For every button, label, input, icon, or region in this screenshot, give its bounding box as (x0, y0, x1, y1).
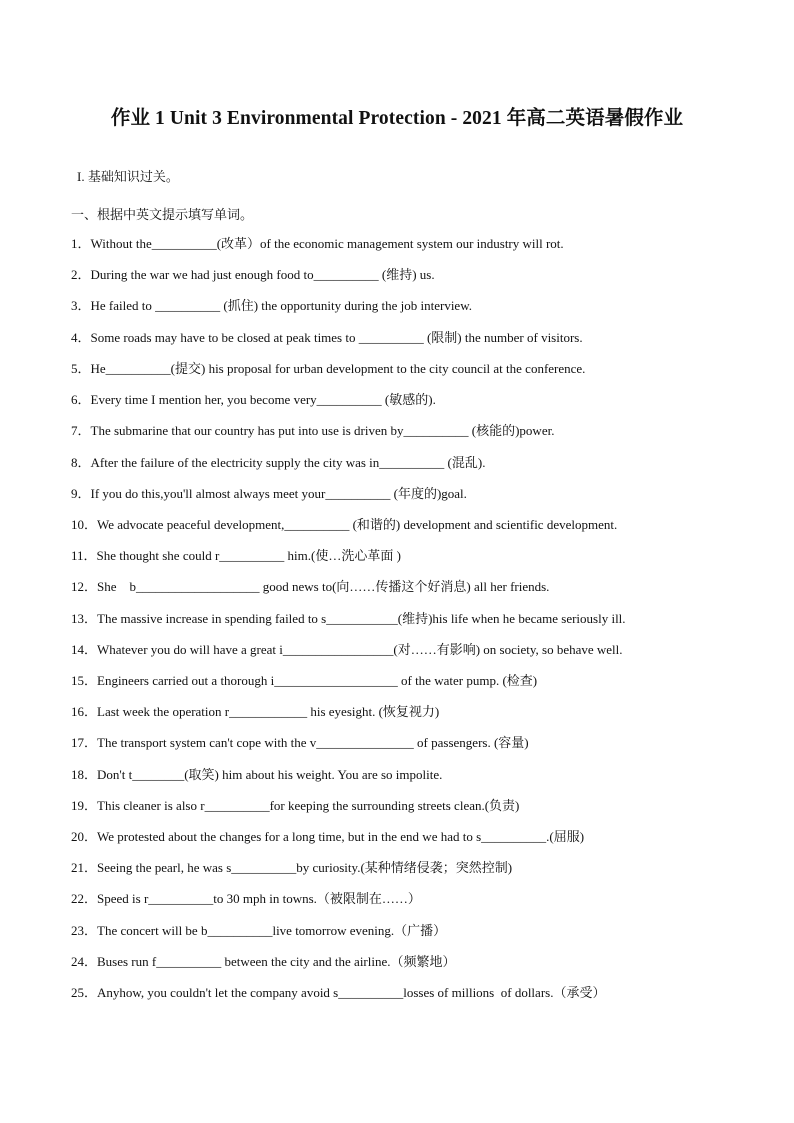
question-item: 22．Speed is r__________to 30 mph in towns.（被限制在……） (71, 891, 421, 906)
question-item: 5．He__________(提交) his proposal for urban development to the city council at the conference. (71, 361, 586, 376)
question-item: 1．Without the__________(改革）of the economic management system our industry will rot. (71, 236, 564, 251)
question-item: 2．During the war we had just enough food to__________ (维持) us. (71, 267, 435, 282)
section-heading: I. 基础知识过关。 (77, 169, 179, 184)
question-item: 17．The transport system can't cope with the v_______________ of passengers. (容量) (71, 735, 529, 750)
question-item: 18．Don't t________(取笑) him about his weight. You are so impolite. (71, 767, 443, 782)
question-item: 13．The massive increase in spending failed to s___________(维持)his life when he became seriously ill. (71, 611, 626, 626)
question-item: 16．Last week the operation r____________ his eyesight. (恢复视力) (71, 704, 440, 719)
question-item: 11．She thought she could r__________ him.(使…洗心革面 ) (71, 548, 401, 563)
question-item: 24．Buses run f__________ between the city and the airline.（频繁地） (71, 954, 456, 969)
page-title: 作业 1 Unit 3 Environmental Protection - 2021 年高二英语暑假作业 (110, 108, 684, 129)
question-item: 4．Some roads may have to be closed at peak times to __________ (限制) the number of visitors. (71, 330, 583, 345)
question-item: 15．Engineers carried out a thorough i___________________ of the water pump. (检查) (71, 673, 538, 688)
question-item: 20．We protested about the changes for a long time, but in the end we had to s__________.(屈服) (71, 829, 585, 844)
question-item: 23．The concert will be b__________live tomorrow evening.（广播） (71, 923, 447, 938)
question-item: 9．If you do this,you'll almost always meet your__________ (年度的)goal. (71, 486, 467, 501)
question-item: 19．This cleaner is also r__________for keeping the surrounding streets clean.(负责) (71, 798, 520, 813)
question-item: 10．We advocate peaceful development,__________ (和谐的) development and scientific development. (71, 517, 618, 532)
question-item: 7．The submarine that our country has put into use is driven by__________ (核能的)power. (71, 423, 555, 438)
question-item: 3．He failed to __________ (抓住) the opportunity during the job interview. (71, 298, 473, 313)
question-item: 14．Whatever you do will have a great i_________________(对……有影响) on society, so behave well. (71, 642, 623, 657)
part-heading: 一、根据中英文提示填写单词。 (71, 207, 254, 222)
question-item: 6．Every time I mention her, you become very__________ (敏感的). (71, 392, 436, 407)
question-item: 8．After the failure of the electricity supply the city was in__________ (混乱). (71, 455, 486, 470)
question-item: 21．Seeing the pearl, he was s__________by curiosity.(某种情绪侵袭；突然控制) (71, 860, 513, 875)
question-item: 12．She b___________________ good news to(向……传播这个好消息) all her friends. (71, 579, 550, 594)
question-item: 25．Anyhow, you couldn't let the company avoid s__________losses of millions of dollars.（承受） (71, 985, 606, 1000)
